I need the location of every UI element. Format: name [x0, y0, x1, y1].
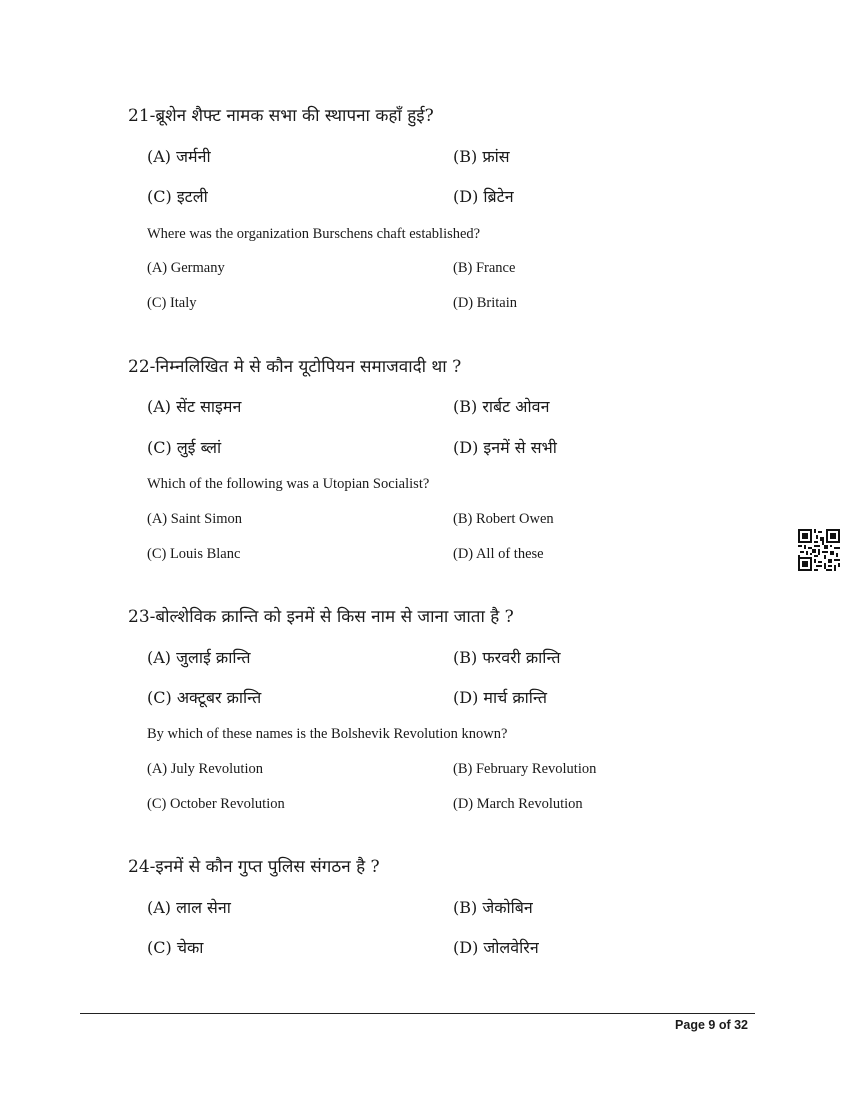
q22-hi-option-c: (C) लुई ब्लां [147, 438, 222, 457]
question-21-english: Where was the organization Burschens chaft established? [147, 226, 481, 242]
qr-code-icon [798, 529, 840, 571]
q23-hi-option-a: (A) जुलाई क्रान्ति [147, 648, 251, 667]
q23-hi-option-c: (C) अक्टूबर क्रान्ति [147, 688, 262, 707]
q24-hi-option-c: (C) चेका [147, 938, 204, 957]
q22-en-option-c: (C) Louis Blanc [147, 546, 241, 562]
q22-en-option-d: (D) All of these [453, 546, 544, 562]
q21-hi-option-b: (B) फ्रांस [453, 147, 510, 166]
q21-hi-option-a: (A) जर्मनी [147, 147, 211, 166]
q21-hi-option-d: (D) ब्रिटेन [453, 187, 514, 206]
q23-en-option-d: (D) March Revolution [453, 796, 583, 812]
q22-hi-option-b: (B) रार्बट ओवन [453, 397, 550, 416]
q21-en-option-a: (A) Germany [147, 260, 225, 276]
q23-hi-option-b: (B) फरवरी क्रान्ति [453, 648, 561, 667]
q22-en-option-a: (A) Saint Simon [147, 511, 243, 527]
page-number: Page 9 of 32 [675, 1018, 748, 1032]
q21-en-option-d: (D) Britain [453, 295, 518, 311]
q21-en-option-c: (C) Italy [147, 295, 197, 311]
q23-hi-option-d: (D) मार्च क्रान्ति [453, 688, 547, 707]
q23-en-option-a: (A) July Revolution [147, 761, 263, 777]
question-21-hindi: 21-ब्रूशेन शैफ्ट नामक सभा की स्थापना कहाँ हुई? [128, 106, 434, 126]
q21-en-option-b: (B) France [453, 260, 516, 276]
q23-en-option-c: (C) October Revolution [147, 796, 285, 812]
question-22-hindi: 22-निम्नलिखित मे से कौन यूटोपियन समाजवादी था ? [128, 357, 462, 377]
q24-hi-option-d: (D) जोलवेरिन [453, 938, 539, 957]
q24-hi-option-b: (B) जेकोबिन [453, 898, 533, 917]
question-23-english: By which of these names is the Bolshevik Revolution known? [147, 726, 508, 742]
q22-en-option-b: (B) Robert Owen [453, 511, 554, 527]
question-22-english: Which of the following was a Utopian Socialist? [147, 476, 430, 492]
q24-hi-option-a: (A) लाल सेना [147, 898, 231, 917]
q22-hi-option-d: (D) इनमें से सभी [453, 438, 557, 457]
q23-en-option-b: (B) February Revolution [453, 761, 597, 777]
question-24-hindi: 24-इनमें से कौन गुप्त पुलिस संगठन है ? [128, 857, 380, 877]
q22-hi-option-a: (A) सेंट साइमन [147, 397, 242, 416]
question-23-hindi: 23-बोल्शेविक क्रान्ति को इनमें से किस नाम से जाना जाता है ? [128, 607, 514, 627]
footer-divider [80, 1013, 755, 1014]
q21-hi-option-c: (C) इटली [147, 187, 208, 206]
